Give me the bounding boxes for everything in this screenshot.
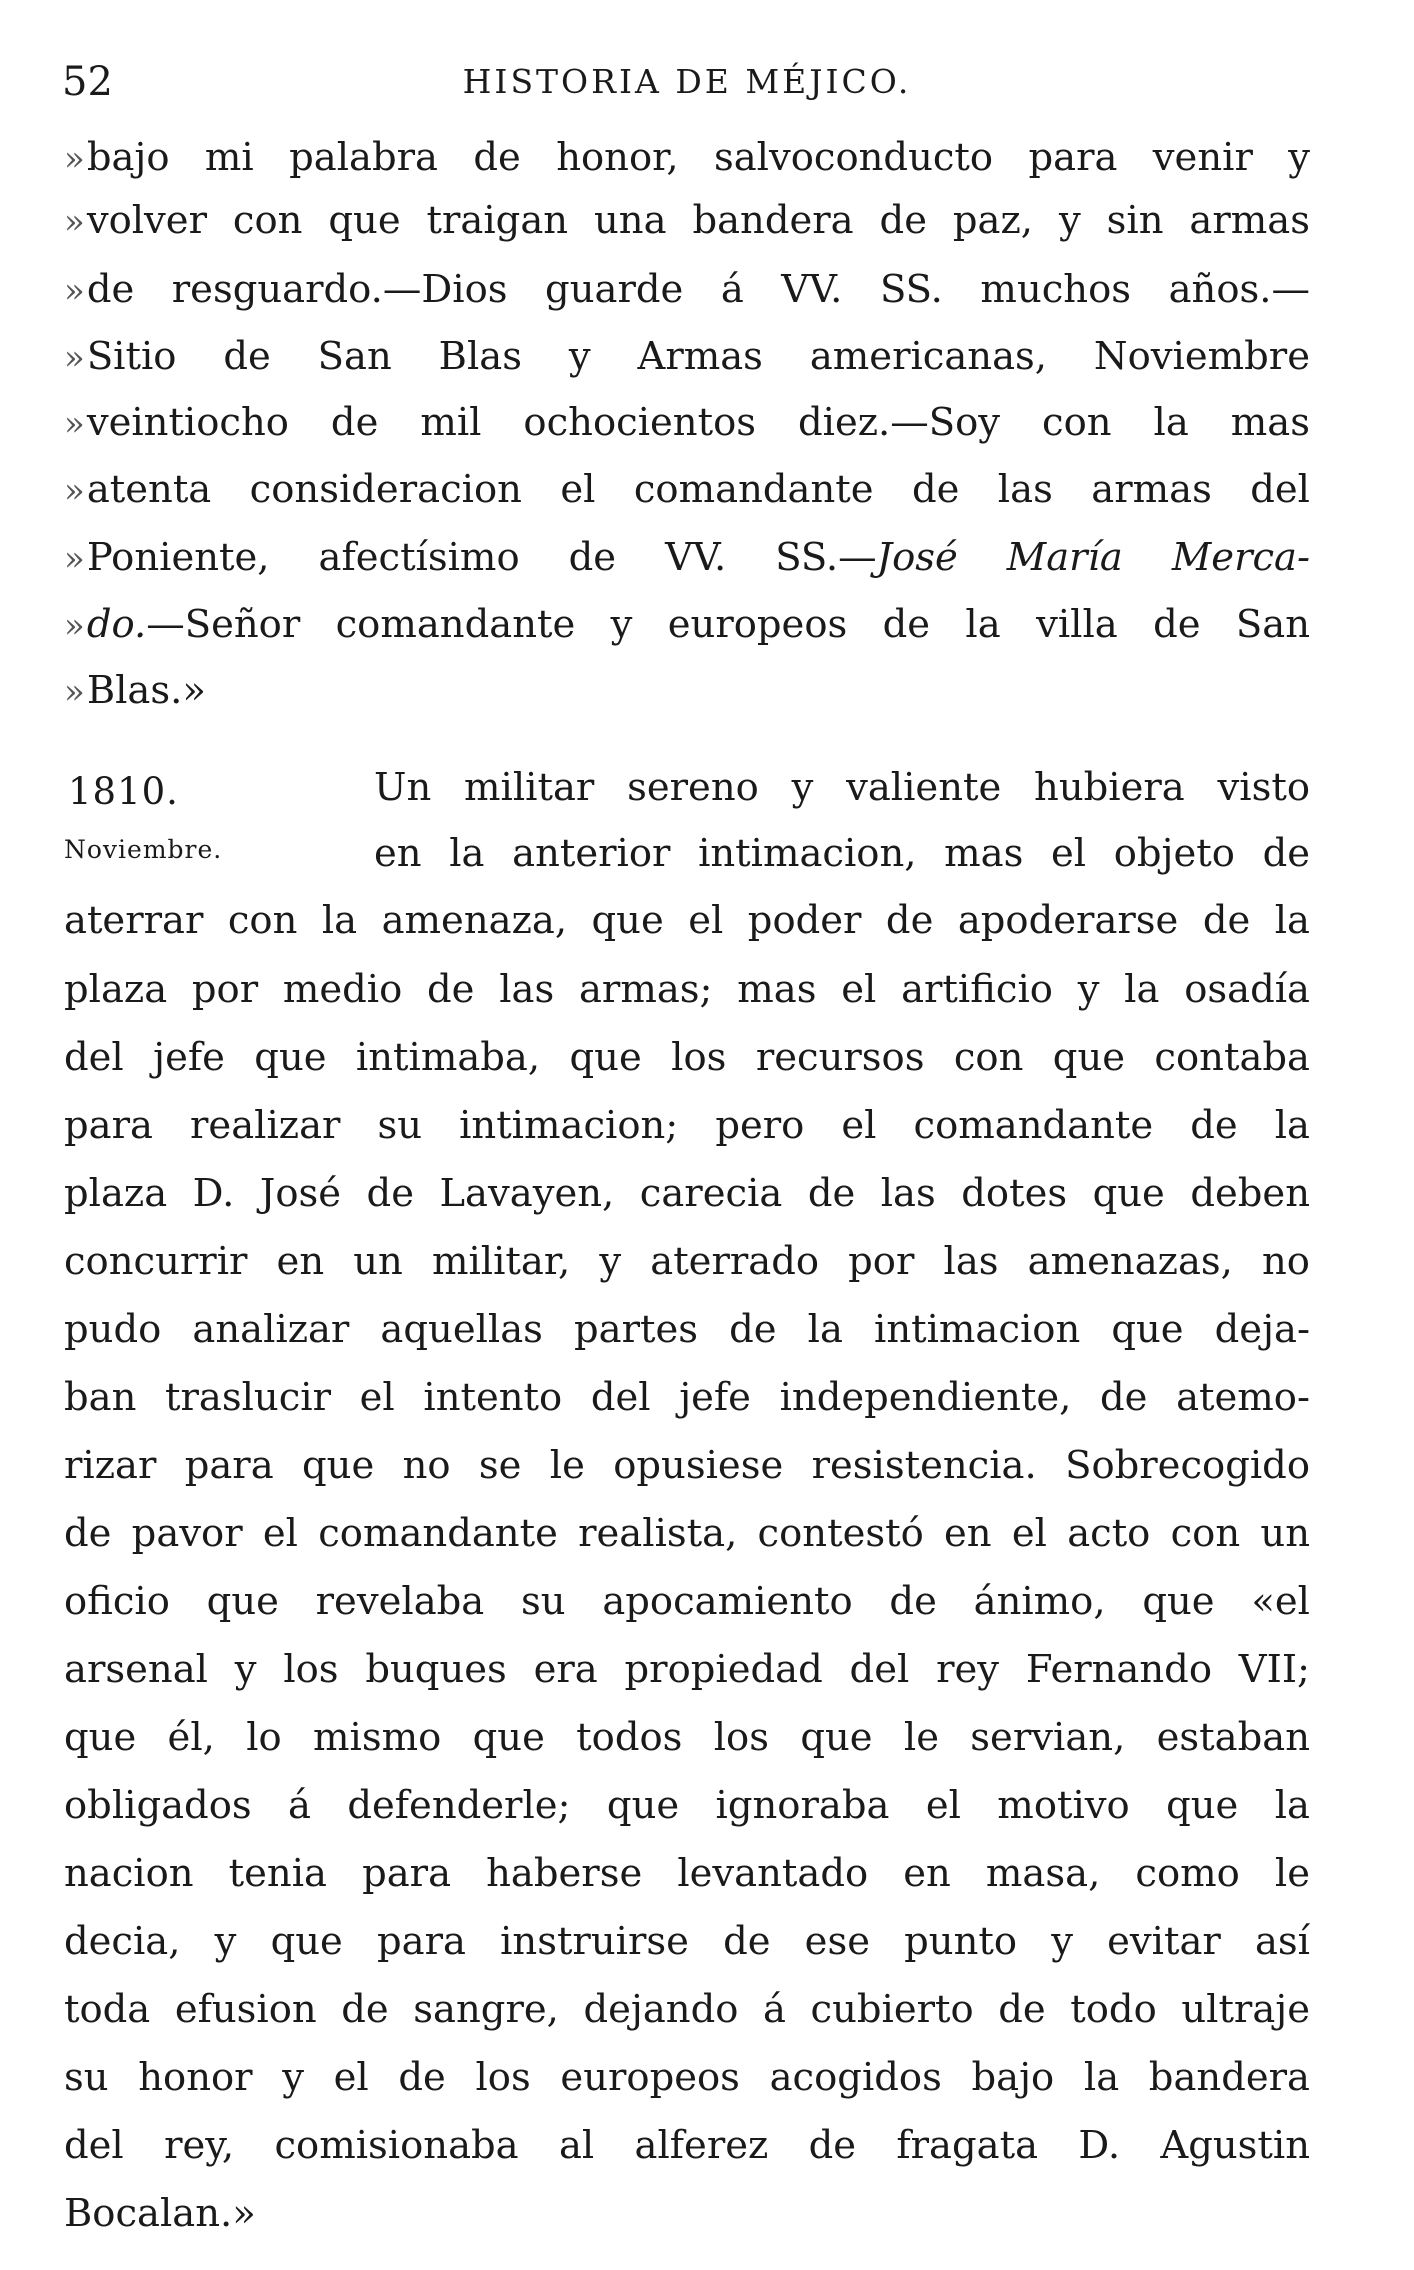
body-line-22: Bocalan.» bbox=[64, 2191, 256, 2236]
body-line-2: en la anterior intimacion, mas el objeto de bbox=[374, 831, 1310, 876]
body-line-8: concurrir en un militar, y aterrado por las amenazas, no bbox=[64, 1239, 1310, 1284]
page-header bbox=[62, 52, 1312, 112]
body-line-4: plaza por medio de las armas; mas el artificio y la osadía bbox=[64, 967, 1310, 1012]
page-number: 52 bbox=[62, 59, 113, 105]
body-line-21: del rey, comisionaba al alferez de fragata D. Agustin bbox=[64, 2123, 1310, 2168]
body-line-17: nacion tenia para haberse levantado en masa, como le bbox=[64, 1851, 1310, 1896]
body-line-5: del jefe que intimaba, que los recursos con que contaba bbox=[64, 1035, 1310, 1080]
letter-line-8: » do.—Señor comandante y europeos de la villa de San bbox=[64, 602, 1310, 647]
body-line-11: rizar para que no se le opusiese resistencia. Sobrecogido bbox=[64, 1443, 1310, 1488]
body-line-15: que él, lo mismo que todos los que le servian, estaban bbox=[64, 1715, 1310, 1760]
letter-line-1: » bajo mi palabra de honor, salvoconducto para venir y bbox=[64, 135, 1310, 180]
letter-line-3: » de resguardo.—Dios guarde á VV. SS. muchos años.— bbox=[64, 267, 1310, 312]
letter-line-5: » veintiocho de mil ochocientos diez.—Soy con la mas bbox=[64, 400, 1310, 445]
body-line-9: pudo analizar aquellas partes de la intimacion que deja- bbox=[64, 1307, 1310, 1352]
sidenote-month: Noviembre. bbox=[64, 835, 223, 864]
letter-line-6: » atenta consideracion el comandante de las armas del bbox=[64, 467, 1310, 512]
signatory-name: José María Merca- bbox=[876, 535, 1310, 580]
body-line-3: aterrar con la amenaza, que el poder de apoderarse de la bbox=[64, 898, 1310, 943]
body-line-7: plaza D. José de Lavayen, carecia de las dotes que deben bbox=[64, 1171, 1310, 1216]
letter-line-4: » Sitio de San Blas y Armas americanas, Noviembre bbox=[64, 334, 1310, 379]
running-title: HISTORIA DE MÉJICO. bbox=[462, 62, 912, 101]
sidenote-year: 1810. bbox=[68, 770, 179, 813]
body-line-6: para realizar su intimacion; pero el comandante de la bbox=[64, 1103, 1310, 1148]
body-line-1: Un militar sereno y valiente hubiera visto bbox=[374, 765, 1310, 810]
body-line-14: arsenal y los buques era propiedad del rey Fernando VII; bbox=[64, 1647, 1310, 1692]
body-line-19: toda efusion de sangre, dejando á cubierto de todo ultraje bbox=[64, 1987, 1310, 2032]
body-line-20: su honor y el de los europeos acogidos bajo la bandera bbox=[64, 2055, 1310, 2100]
body-line-18: decia, y que para instruirse de ese punto y evitar así bbox=[64, 1919, 1310, 1964]
body-line-12: de pavor el comandante realista, contestó en el acto con un bbox=[64, 1511, 1310, 1556]
body-line-16: obligados á defenderle; que ignoraba el motivo que la bbox=[64, 1783, 1310, 1828]
letter-line-9: » Blas.» bbox=[64, 668, 206, 713]
letter-line-2: » volver con que traigan una bandera de paz, y sin armas bbox=[64, 198, 1310, 243]
letter-line-7: » Poniente, afectísimo de VV. SS.—José María Merca- bbox=[64, 535, 1310, 580]
signatory-name-end: do. bbox=[86, 602, 147, 647]
body-line-13: oficio que revelaba su apocamiento de ánimo, que «el bbox=[64, 1579, 1310, 1624]
body-line-10: ban traslucir el intento del jefe independiente, de atemo- bbox=[64, 1375, 1310, 1420]
